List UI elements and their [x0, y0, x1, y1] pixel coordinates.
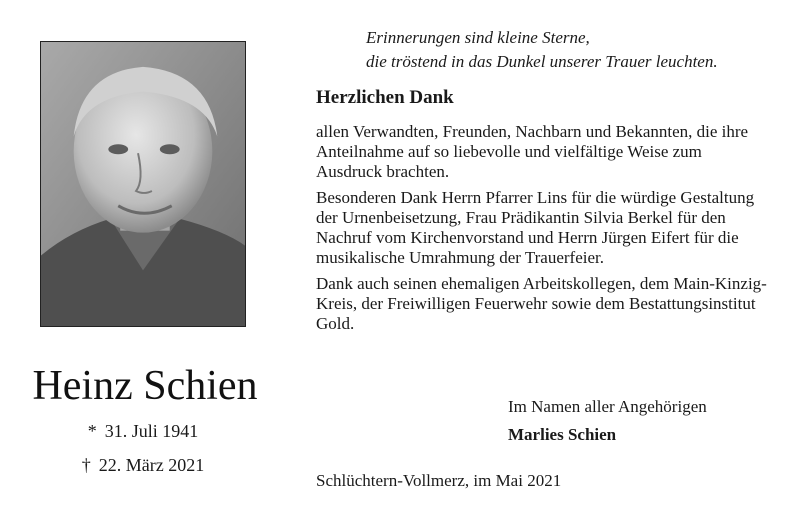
death-symbol: †: [81, 455, 91, 475]
thanks-paragraph: Besonderen Dank Herrn Pfarrer Lins für die würdige Gestaltung der Urnenbeisetzung, Frau Prädikantin Silvia Berkel für den Nachruf vom Kirchenvorstand und Herrn Jürgen Eifert für die musikalische Umrahmung der Trauerfeier.: [316, 188, 755, 267]
thanks-paragraph: allen Verwandten, Freunden, Nachbarn und Bekannten, die ihre Anteilnahme auf so liebevolle und vielfältige Weise zum Ausdruck brachten.: [316, 122, 749, 181]
portrait-photo: [40, 41, 246, 327]
birth-date-line: [40, 420, 246, 442]
signature-intro: Im Namen aller Angehörigen: [508, 397, 707, 416]
thanks-heading: Herzlichen Dank: [316, 87, 454, 108]
place-date: Schlüchtern-Vollmerz, im Mai 2021: [316, 471, 562, 490]
birth-symbol: *: [87, 421, 97, 441]
memorial-quote: [366, 26, 786, 74]
deceased-name: Heinz Schien: [32, 363, 258, 409]
quote-line-1: Erinnerungen sind kleine Sterne,: [366, 28, 590, 47]
thanks-body: [316, 122, 771, 340]
portrait-icon: [41, 42, 245, 326]
thanks-paragraph: Dank auch seinen ehemaligen Arbeitskollegen, dem Main-Kinzig-Kreis, der Freiwilligen Feuerwehr sowie dem Bestattungsinstitut Gold.: [316, 274, 767, 333]
birth-date: 31. Juli 1941: [104, 421, 199, 441]
death-date-line: [40, 454, 246, 476]
signature-name: Marlies Schien: [508, 425, 617, 444]
quote-line-2: die tröstend in das Dunkel unserer Trauer leuchten.: [366, 52, 718, 71]
death-date: 22. März 2021: [98, 455, 205, 475]
